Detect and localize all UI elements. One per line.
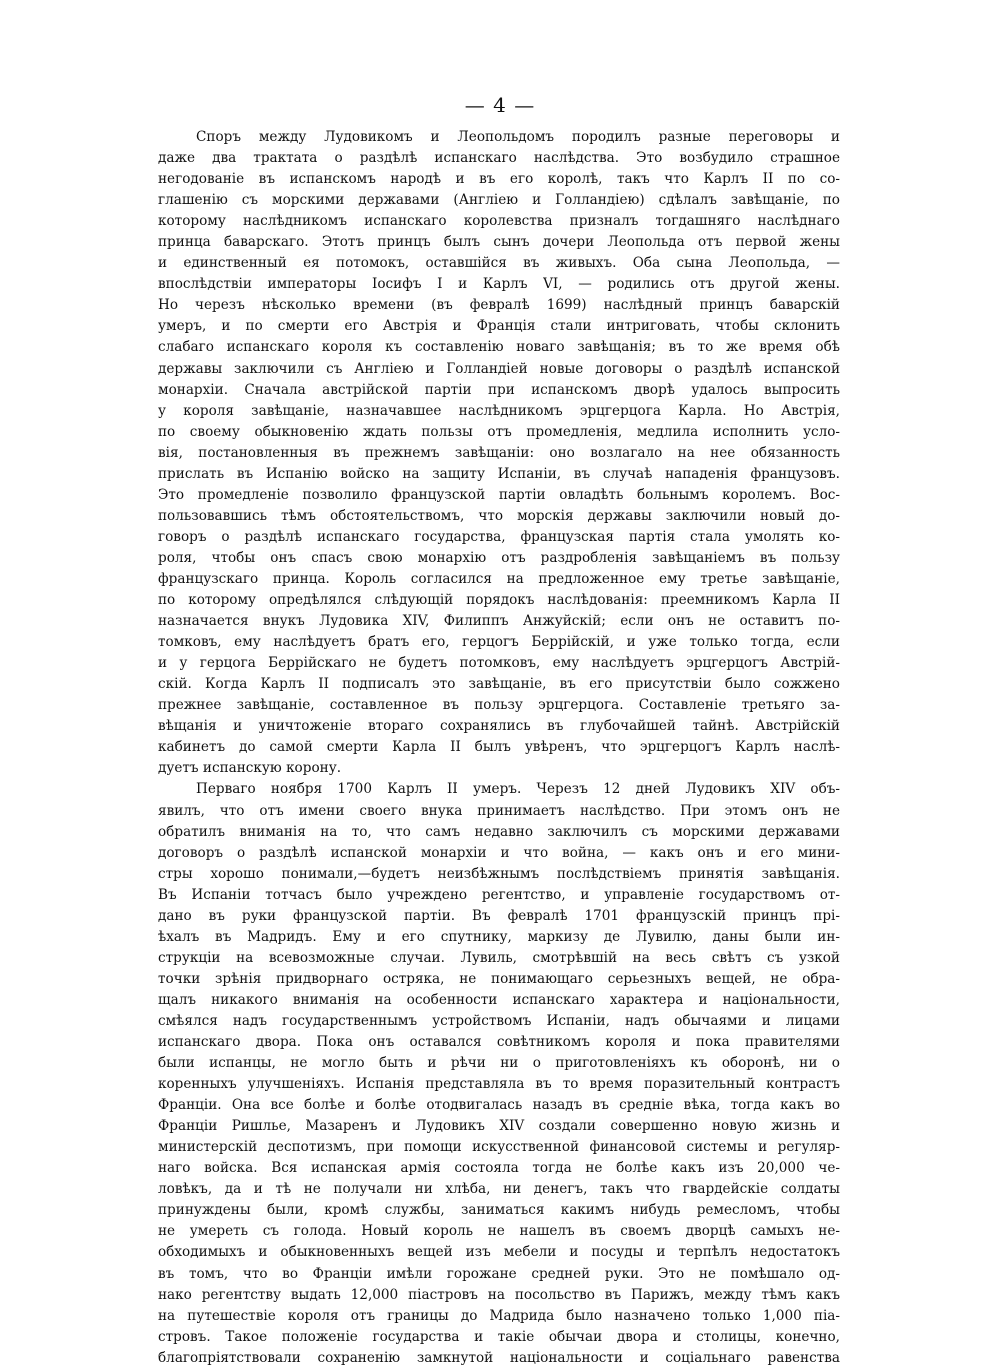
text-line: Франціи Ришлье, Мазаренъ и Лудовикъ XIV создали совершенно новую жизнь и — [158, 1118, 840, 1135]
text-line: пользовавшись тѣмъ обстоятельствомъ, что морскія державы заключили новый до- — [158, 507, 840, 524]
text-line: Но черезъ нѣсколько времени (въ февралѣ 1699) наслѣдный принцъ баварскій — [158, 297, 840, 314]
text-line: монархіи. Сначала австрійской партіи при испанскомъ дворѣ удалось выпросить — [158, 381, 840, 398]
text-line: ловѣкъ, да и тѣ не получали ни хлѣба, ни денегъ, такъ что гвардейскіе солдаты — [158, 1181, 840, 1198]
text-line: струкціи на всевозможные случаи. Лувиль, смотрѣвшій на весь свѣтъ съ узкой — [158, 949, 840, 966]
text-line: по своему обыкновенію ждать пользы отъ промедленія, медлила исполнить усло- — [158, 423, 840, 440]
text-line: негодованіе въ испанскомъ народѣ и въ его королѣ, такъ что Карлъ II по со- — [158, 171, 840, 188]
text-line: наго войска. Вся испанская армія состояла тогда не болѣе какъ изъ 20,000 че- — [158, 1160, 840, 1177]
text-line: обратилъ вниманія на то, что самъ недавно заключилъ съ морскими державами — [158, 823, 840, 840]
text-line: смѣялся надъ государственнымъ устройствомъ Испаніи, надъ обычаями и лицами — [158, 1012, 840, 1029]
text-line: не умереть съ голода. Новый король не нашелъ въ своемъ дворцѣ самыхъ не- — [158, 1223, 840, 1240]
text-line: даже два трактата о раздѣлѣ испанскаго наслѣдства. Это возбудило страшное — [158, 150, 840, 167]
text-line: Въ Испаніи тотчасъ было учреждено регентство, и управленіе государствомъ от- — [158, 886, 840, 903]
text-line: умеръ, и по смерти его Австрія и Франція стали интриговать, чтобы склонить — [158, 318, 840, 335]
text-line: назначается внукъ Лудовика XIV, Филиппъ Анжуйскій; если онъ не оставитъ по- — [158, 613, 840, 630]
text-line: кабинетъ до самой смерти Карла II былъ увѣренъ, что эрцгерцогъ Карлъ наслѣ- — [158, 739, 840, 756]
text-line: державы заключили съ Англіею и Голландіей новые договоры о раздѣлѣ испанской — [158, 360, 840, 377]
text-line: въ томъ, что во Франціи имѣли горожане средней руки. Это не помѣшало од- — [158, 1265, 840, 1282]
text-line: вѣщанія и уничтоженіе втораго сохранялись въ глубочайшей тайнѣ. Австрійскій — [158, 718, 840, 735]
text-line: и у герцога Беррійскаго не будетъ потомковъ, ему наслѣдуетъ эрцгерцогъ Австрій- — [158, 655, 840, 672]
text-line: стры хорошо понимали,—будетъ неизбѣжнымъ послѣдствіемъ принятія завѣщанія. — [158, 865, 840, 882]
page-number: — 4 — — [464, 93, 536, 117]
text-line: впослѣдствіи императоры Іосифъ I и Карлъ VI, — родились отъ другой жены. — [158, 276, 840, 293]
text-line: прежнее завѣщаніе, составленное въ пользу эрцгерцога. Составленіе третьяго за- — [158, 697, 840, 714]
text-line: по которому опредѣлялся слѣдующій порядокъ наслѣдованія: преемникомъ Карла II — [158, 592, 840, 609]
text-line: глашенію съ морскими державами (Англіею и Голландіею) сдѣлалъ завѣщаніе, по — [158, 192, 840, 209]
text-line: ѣхалъ въ Мадридъ. Ему и его спутнику, маркизу де Лувилю, даны были ин- — [158, 928, 840, 945]
text-line: были испанцы, не могло быть и рѣчи ни о приготовленіяхъ къ оборонѣ, ни о — [158, 1055, 840, 1072]
text-line: принуждены были, кромѣ службы, заниматься какимъ нибудь ремесломъ, чтобы — [158, 1202, 840, 1219]
text-line: и единственный ея потомокъ, оставшійся въ живыхъ. Оба сына Леопольда, — — [158, 255, 840, 272]
text-line: Франціи. Она все болѣе и болѣе отодвигалась назадъ въ средніе вѣка, тогда какъ во — [158, 1097, 840, 1114]
text-line: нако регентству выдать 12,000 піастровъ на посольство въ Парижъ, между тѣмъ какъ — [158, 1286, 840, 1303]
text-line: Перваго ноября 1700 Карлъ II умеръ. Черезъ 12 дней Лудовикъ XIV объ- — [196, 781, 840, 798]
text-line: французскаго принца. Король согласился на предложенное ему третье завѣщаніе, — [158, 570, 840, 587]
text-line: испанскаго двора. Пока онъ оставался совѣтникомъ короля и пока правителями — [158, 1034, 840, 1051]
text-line: говоръ о раздѣлѣ испанскаго государства, французская партія стала умолять ко- — [158, 528, 840, 545]
text-line: Это промедленіе позволило французской партіи овладѣть больнымъ королемъ. Вос- — [158, 486, 840, 503]
text-line: стровъ. Такое положеніе государства и такіе обычаи двора и столицы, конечно, — [158, 1328, 840, 1345]
text-line: у короля завѣщаніе, назначавшее наслѣдникомъ эрцгерцога Карла. Но Австрія, — [158, 402, 840, 419]
text-line: точки зрѣнія придворнаго остряка, не понимающаго серьезныхъ вещей, не обра- — [158, 970, 840, 987]
body-text — [158, 127, 840, 1369]
text-line: Споръ между Лудовикомъ и Леопольдомъ породилъ разные переговоры и — [196, 129, 840, 145]
text-line: вія, постановленныя въ прежнемъ завѣщаніи: оно возлагало на нее обязанность — [158, 444, 840, 461]
text-line: прислать въ Испанію войско на защиту Испаніи, въ случаѣ нападенія французовъ. — [158, 465, 840, 482]
text-line: скій. Когда Карлъ II подписалъ это завѣщаніе, въ его присутствіи было сожжено — [158, 676, 840, 693]
text-line: коренныхъ улучшеніяхъ. Испанія представляла въ то время поразительный контрастъ — [158, 1076, 840, 1093]
text-line: слабаго испанскаго короля къ составленію новаго завѣщанія; въ то же время обѣ — [158, 339, 840, 356]
text-line: которому наслѣдникомъ испанскаго королевства призналъ тогдашняго наслѣднаго — [158, 213, 840, 230]
text-line: дано въ руки французской партіи. Въ февралѣ 1701 французскій принцъ прі- — [158, 907, 840, 924]
text-line: роля, чтобы онъ спасъ свою монархію отъ раздробленія завѣщаніемъ въ пользу — [158, 549, 840, 566]
text-line: явилъ, что отъ имени своего внука принимаетъ наслѣдство. При этомъ онъ не — [158, 802, 840, 819]
text-line: договоръ о раздѣлѣ испанской монархіи и что война, — какъ онъ и его мини- — [158, 844, 840, 861]
text-line: обходимыхъ и обыкновенныхъ вещей изъ мебели и посуды и терпѣлъ недостатокъ — [158, 1244, 840, 1261]
text-line: на путешествіе короля отъ границы до Мадрида было назначено только 1,000 піа- — [158, 1307, 840, 1324]
text-line: щалъ никакого вниманія на особенности испанскаго характера и національности, — [158, 991, 840, 1008]
text-line: министерскій деспотизмъ, при помощи искусственной финансовой системы и регуляр- — [158, 1139, 840, 1156]
text-line: томковъ, ему наслѣдуетъ братъ его, герцогъ Беррійскій, и уже только тогда, если — [158, 634, 840, 651]
text-line: дуетъ испанскую корону. — [158, 760, 342, 777]
text-line: благопріятствовали сохраненію замкнутой національности и соціальнаго равенства — [158, 1349, 840, 1366]
text-line: принца баварскаго. Этотъ принцъ былъ сынъ дочери Леопольда отъ первой жены — [158, 234, 840, 251]
